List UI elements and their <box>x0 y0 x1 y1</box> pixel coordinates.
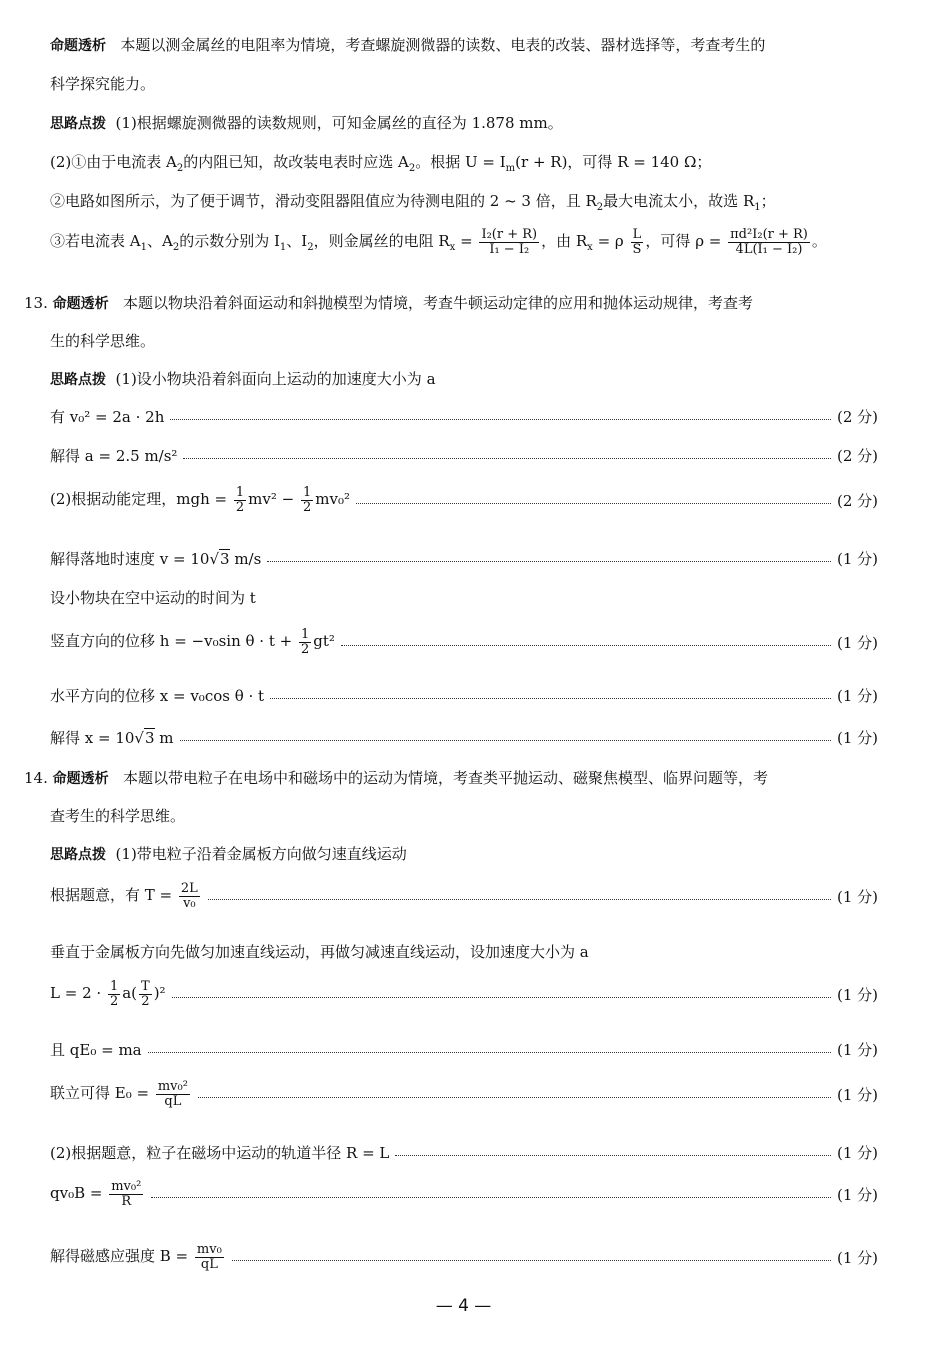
scored-line <box>50 980 878 1008</box>
scored-line <box>50 882 878 910</box>
text: = ρ <box>592 232 624 251</box>
score: (1 分) <box>836 729 878 747</box>
plain-line: 设小物块在空中运动的时间为 t <box>50 589 256 607</box>
equation: (2)根据动能定理，mgh = $\frac{1}{2}$ mv² − $\frac{1}{2}$ mv₀² <box>50 485 350 515</box>
text: ，可得 ρ = <box>645 232 722 251</box>
text: ； <box>760 192 776 210</box>
equation: 解得落地时速度 v = 10√3 m/s <box>50 550 262 568</box>
score: (1 分) <box>836 887 878 906</box>
scored-line <box>50 406 878 427</box>
equation: 联立可得 E₀ = $\frac{\text{mv₀²}}{qL}$ <box>50 1079 188 1109</box>
score: (1 分) <box>836 687 878 705</box>
leader-dots <box>356 503 831 504</box>
equation: 解得磁感应强度 B = $\frac{\text{mv₀}}{qL}$ <box>50 1242 222 1272</box>
score: (1 分) <box>836 1041 878 1059</box>
leader-dots <box>232 1260 831 1261</box>
scored-line <box>50 1243 878 1271</box>
intent-text-cont: 科学探究能力。 <box>50 75 156 93</box>
equation: (2)根据题意，粒子在磁场中运动的轨道半径 R = L <box>50 1144 390 1162</box>
intent-text-cont: 查考生的科学思维。 <box>50 807 186 825</box>
leader-dots <box>180 740 831 741</box>
text: 的示数分别为 I <box>179 232 280 251</box>
para-3: ②电路如图所示，为了便于调节，滑动变阻器阻值应为待测电阻的 2 ~ 3 倍，且 $R_2$最大电流太小，故选 $R_1$； <box>50 192 776 213</box>
question-number: 14. <box>24 769 48 787</box>
leader-dots <box>148 1052 831 1053</box>
scored-line <box>50 548 878 569</box>
intent-label: 命题透析 <box>50 38 106 54</box>
scored-line <box>50 1080 878 1108</box>
hint-label: 思路点拨 <box>50 847 106 863</box>
text: 。根据 U = I <box>415 153 506 171</box>
score: (2 分) <box>836 491 878 510</box>
para-4: ③若电流表 $A_1$、$A_2$的示数分别为 $I_1$、$I_2$，则金属丝的电阻 $R_x$ = $\frac{\text{I₂(r + R)}}{\text{I₁ − I₂}}$ ，由 $R_x = \rho$ $\frac{L}{S}$ ，可得 ρ = $\frac{\text{πd²I₂(r + R)}}{\text{4L(I₁ − I₂)}}$ 。 <box>50 227 827 257</box>
text: (2)①由于电流表 A <box>50 153 177 171</box>
intent-label: 命题透析 <box>52 771 109 787</box>
equation: 竖直方向的位移 h = −v₀sin θ · t + $\frac{1}{2}$ gt² <box>50 627 335 657</box>
equation: qv₀B = $\frac{\text{mv₀²}}{R}$ <box>50 1179 142 1209</box>
leader-dots <box>208 899 831 900</box>
equation: L = 2 · $\frac{1}{2}$ a( $\frac{T}{2}$ )² <box>50 979 166 1009</box>
text: 。 <box>811 232 827 251</box>
fraction: $\frac{L}{S}$ <box>632 227 642 257</box>
intent-text-cont: 生的科学思维。 <box>50 332 156 350</box>
text: ③若电流表 A <box>50 232 141 251</box>
scored-line <box>50 1039 878 1060</box>
scored-line <box>50 1180 878 1208</box>
plain-line: 垂直于金属板方向先做匀加速直线运动，再做匀减速直线运动，设加速度大小为 a <box>50 943 589 961</box>
score: (2 分) <box>836 408 878 426</box>
intent-line-14 <box>24 767 768 788</box>
leader-dots <box>170 419 831 420</box>
text: 、A <box>146 232 173 251</box>
text: ，则金属丝的电阻 R <box>313 232 450 251</box>
text: 、I <box>286 232 308 251</box>
scored-line <box>50 727 878 748</box>
text: 的内阻已知，故改装电表时应选 A <box>183 153 409 171</box>
text: ，由 R <box>541 232 588 251</box>
hint-line-13 <box>50 368 436 389</box>
scored-line <box>50 445 878 466</box>
scored-line <box>50 486 878 514</box>
hint-text: (1)带电粒子沿着金属板方向做匀速直线运动 <box>115 845 407 863</box>
score: (2 分) <box>836 447 878 465</box>
leader-dots <box>270 698 831 699</box>
hint-label: 思路点拨 <box>50 372 106 388</box>
intent-label: 命题透析 <box>52 296 109 312</box>
leader-dots <box>151 1197 831 1198</box>
equation: 解得 a = 2.5 m/s² <box>50 447 178 465</box>
fraction: $\frac{\text{I₂(r + R)}}{\text{I₁ − I₂}}$ <box>481 227 538 257</box>
equation: 有 v₀² = 2a · 2h <box>50 408 165 426</box>
fraction: $\frac{\text{πd²I₂(r + R)}}{\text{4L(I₁ − I₂)}}$ <box>730 227 808 257</box>
intent-line-12 <box>50 34 765 55</box>
text: = <box>455 232 473 251</box>
leader-dots <box>183 458 831 459</box>
equation: 水平方向的位移 x = v₀cos θ · t <box>50 687 265 705</box>
score: (1 分) <box>836 1144 878 1162</box>
leader-dots <box>267 561 831 562</box>
intent-text: 本题以测金属丝的电阻率为情境，考查螺旋测微器的读数、电表的改装、器材选择等，考查考生的 <box>120 36 766 54</box>
score: (1 分) <box>836 1185 878 1204</box>
intent-text: 本题以带电粒子在电场中和磁场中的运动为情境，考查类平抛运动、磁聚焦模型、临界问题等，考 <box>122 769 768 787</box>
score: (1 分) <box>836 1085 878 1104</box>
hint-label: 思路点拨 <box>50 116 106 132</box>
text: (r + R)，可得 R = 140 Ω； <box>515 153 712 171</box>
page-number: — 4 — <box>435 1296 492 1316</box>
intent-text: 本题以物块沿着斜面运动和斜抛模型为情境，考查牛顿运动定律的应用和抛体运动规律，考查考 <box>122 294 753 312</box>
equation: 根据题意，有 T = $\frac{2L}{\text{v₀}}$ <box>50 881 198 911</box>
question-number: 13. <box>24 294 48 312</box>
hint-line-12 <box>50 112 563 133</box>
scored-line <box>50 1142 878 1163</box>
score: (1 分) <box>836 985 878 1004</box>
leader-dots <box>172 997 831 998</box>
leader-dots <box>198 1097 831 1098</box>
leader-dots <box>341 645 831 646</box>
intent-line-13 <box>24 292 753 313</box>
text: ②电路如图所示，为了便于调节，滑动变阻器阻值应为待测电阻的 2 ~ 3 倍，且 R <box>50 192 597 210</box>
equation: 且 qE₀ = ma <box>50 1041 142 1059</box>
leader-dots <box>395 1155 831 1156</box>
scored-line <box>50 685 878 706</box>
hint-text: (1)根据螺旋测微器的读数规则，可知金属丝的直径为 1.878 mm。 <box>115 114 563 132</box>
text: 最大电流太小，故选 R <box>603 192 755 210</box>
scored-line <box>50 628 878 656</box>
score: (1 分) <box>836 633 878 652</box>
para-2: (2)①由于电流表 $A_2$的内阻已知，故改装电表时应选 $A_2$。根据 $U = I_m(r + R)$，可得 R = 140 Ω； <box>50 153 712 174</box>
score: (1 分) <box>836 550 878 568</box>
score: (1 分) <box>836 1248 878 1267</box>
hint-text: (1)设小物块沿着斜面向上运动的加速度大小为 a <box>115 370 436 388</box>
equation: 解得 x = 10√3 m <box>50 729 174 747</box>
hint-line-14 <box>50 843 407 864</box>
